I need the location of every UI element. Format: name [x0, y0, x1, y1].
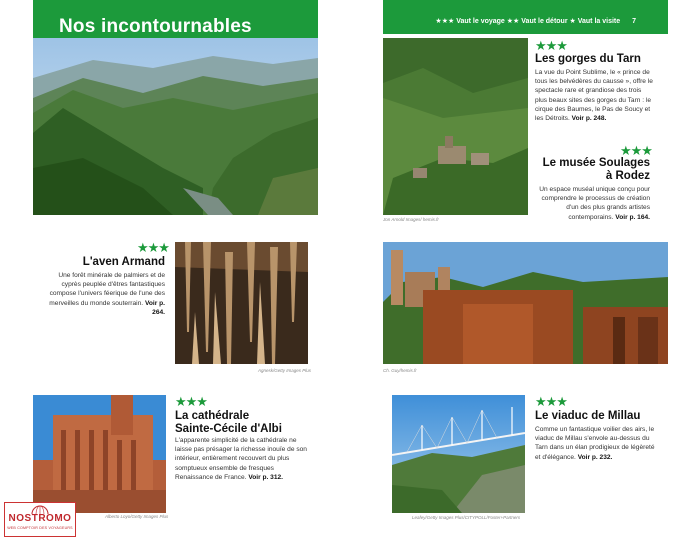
aven-rating: ★★★	[137, 240, 169, 255]
watermark-tagline: WEB COMPTOIR DES VOYAGEURS	[7, 526, 73, 530]
watermark-name: NOSTROMO	[8, 513, 72, 524]
millau-viaduct-photo	[392, 395, 525, 513]
section-title-banner	[33, 0, 318, 41]
page-header-bar	[383, 0, 668, 34]
tarn-page-ref: Voir p. 248.	[571, 115, 607, 123]
millau-text: Comme un fantastique voilier des airs, le viaduc de Millau s'envole au-dessus du Tarn dans un élan prodigieux de légèreté et d'élégance.	[535, 426, 655, 461]
tarn-title: Les gorges du Tarn	[535, 53, 641, 65]
tarn-photo-credit: Jon Arnold Images/ hemis.fr	[383, 217, 439, 222]
tarn-description	[535, 68, 655, 123]
star-legend-text: ★★★ Vaut le voyage ★★ Vaut le détour ★ Vaut la visite	[435, 18, 621, 25]
millau-page-ref: Voir p. 232.	[577, 453, 613, 461]
albi-photo-credit: Alberto Loyo/Getty Images Plus	[105, 514, 169, 519]
gorges-panorama-photo	[33, 38, 318, 215]
aven-photo-credit: Agnesk/Getty Images Plus	[258, 368, 312, 373]
soulages-page-ref: Voir p. 164.	[615, 213, 650, 221]
albi-rating: ★★★	[175, 394, 207, 409]
aven-title: L'aven Armand	[82, 256, 165, 268]
soulages-title-line2: à Rodez	[605, 170, 650, 182]
millau-photo-credit: Leafey/Getty Images Plus/CITYPOLL/Foster+Partners	[412, 515, 521, 520]
albi-text: L'apparente simplicité de la cathédrale ne laisse pas présager la richesse inouïe de son intérieur, entièrement recouvert du plus somptueux ensemble de fresques Renaissance de France.	[175, 437, 307, 481]
millau-title: Le viaduc de Millau	[535, 410, 641, 422]
aven-text: Une forêt minérale de palmiers et de cyprès peuplée d'êtres fantastiques compose l'univers féerique de l'une des merveilles du monde souterrain.	[49, 272, 165, 307]
aven-cave-photo	[175, 242, 308, 364]
albi-cathedral-photo	[33, 395, 166, 513]
millau-rating: ★★★	[535, 394, 567, 409]
tarn-village-photo	[383, 38, 528, 215]
albi-title-line2: Sainte-Cécile d'Albi	[175, 423, 282, 435]
albi-page-ref: Voir p. 312.	[248, 473, 284, 481]
soulages-title-line1: Le musée Soulages	[542, 157, 650, 169]
tarn-text: La vue du Point Sublime, le « prince de tous les belvédères du causse », offre le spectacle rare et grandiose des trois plus beaux sites des gorges du Tarn : le cirque des Baumes, le Pas de Soucy et les Détroits.	[535, 69, 653, 123]
nostromo-watermark	[4, 502, 76, 537]
page-number: 7	[632, 18, 636, 25]
soulages-text: Un espace muséal unique conçu pour comprendre le processus de création d'un des plus grands artistes contemporains.	[539, 186, 650, 221]
soulages-rating: ★★★	[620, 143, 652, 158]
aven-description	[45, 271, 165, 317]
soulages-heading	[530, 157, 650, 183]
section-title: Nos incontournables	[59, 16, 252, 37]
star-legend	[435, 17, 636, 25]
albi-description	[175, 436, 310, 482]
millau-description	[535, 425, 655, 462]
tarn-rating: ★★★	[535, 38, 567, 53]
albi-title-line1: La cathédrale	[175, 410, 250, 422]
soulages-description	[530, 185, 650, 222]
aven-page-ref: Voir p. 264.	[144, 299, 165, 316]
soulages-museum-photo	[383, 242, 668, 364]
soulages-photo-credit: Ch. Guy/hemis.fr	[383, 368, 417, 373]
albi-heading	[175, 410, 315, 436]
